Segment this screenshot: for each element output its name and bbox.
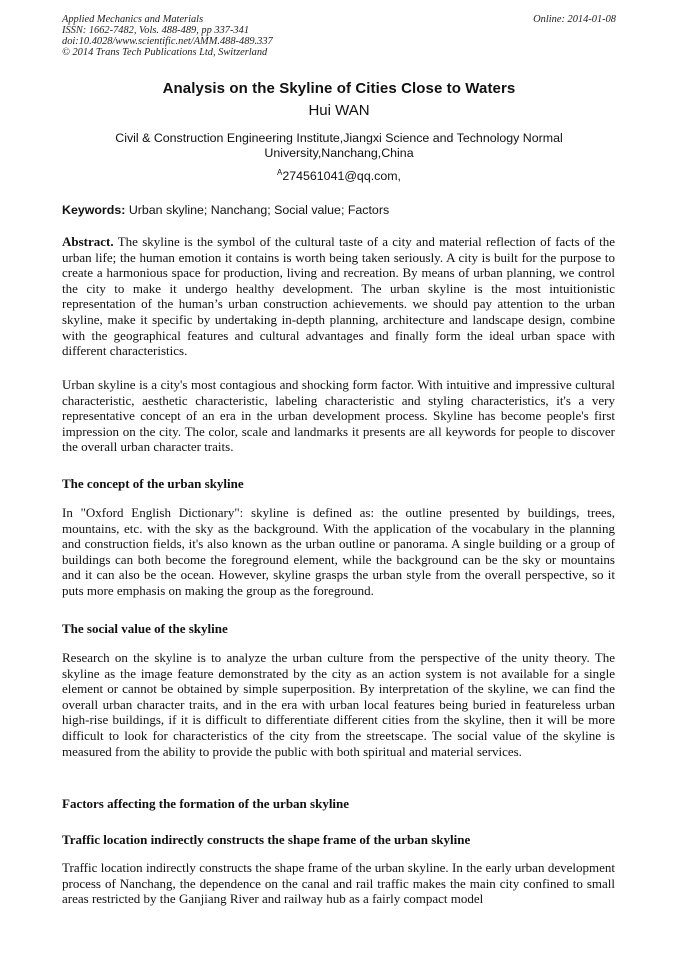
- intro-paragraph: Urban skyline is a city's most contagious and shocking form factor. With intuitive and impressive cultural characteristic, aesthetic characteristic, labeling characteristic and styling characteristics, it's a very representative concept of an era in the urban development process. Skyline has become people's first impression on the city. The color, scale and landmarks it presents are all keywords for people to discover the overall urban character traits.: [62, 377, 615, 455]
- abstract-label: Abstract.: [62, 234, 114, 249]
- keywords-text: Urban skyline; Nanchang; Social value; Factors: [128, 203, 390, 217]
- online-date: Online: 2014-01-08: [533, 14, 616, 25]
- subsection-heading-traffic: Traffic location indirectly constructs the shape frame of the urban skyline: [62, 832, 471, 847]
- paper-title: Analysis on the Skyline of Cities Close to Waters: [162, 80, 516, 97]
- author-email: [0, 168, 678, 183]
- section-social-value-paragraph: Research on the skyline is to analyze the urban culture from the perspective of the unity theory. The skyline as the image feature demonstrated by the city as an action system is not available for a single element or cannot be obtained by simple superposition. By interpretation of the skyline, we can find the overall urban character traits, and in the era with urban local features being buried in featureless urban high-rise buildings, if it is difficult to differentiate different cities from the skyline, then it will be more difficult to look for characteristics of the city from the streetscape. The social value of the skyline is measured from the ability to provide the public with both spiritual and material services.: [62, 650, 615, 759]
- keywords: [62, 203, 616, 217]
- journal-name: Applied Mechanics and Materials: [62, 14, 204, 25]
- abstract-text: The skyline is the symbol of the cultural taste of a city and material reflection of facts of the urban life; the human emotion it contains is worth being taken seriously. A city is built for the purpose to create a harmonious space for production, living and recreation. By means of urban planning, we control the city to make it undergo healthy development. The urban skyline is the most intuitionistic representation of the human’s urban construction achievements. we should pay attention to the urban skyline, make it specific by undertaking in-depth planning, architecture and landscape design, combine with the geographical features and cultural advantages and finally form the ideal urban space with different characteristics.: [62, 234, 616, 359]
- author-name: Hui WAN: [308, 102, 370, 119]
- running-header: [62, 14, 616, 58]
- email-marker: A: [276, 168, 283, 177]
- issn-line: ISSN: 1662-7482, Vols. 488-489, pp 337-341: [62, 25, 250, 36]
- doi-line[interactable]: doi:10.4028/www.scientific.net/AMM.488-489.337: [62, 36, 273, 47]
- subsection-traffic-paragraph: Traffic location indirectly constructs the shape frame of the urban skyline. In the early urban development process of Nanchang, the dependence on the canal and rail traffic makes the main city confined to small areas restricted by the Ganjiang River and railway hub as a fairly compact model: [62, 860, 615, 907]
- section-heading-factors: Factors affecting the formation of the urban skyline: [62, 796, 350, 811]
- section-heading-concept: The concept of the urban skyline: [62, 476, 244, 491]
- keywords-label: Keywords:: [62, 203, 126, 217]
- abstract-paragraph: [62, 234, 615, 359]
- section-concept-paragraph: In "Oxford English Dictionary": skyline is defined as: the outline presented by buildings, trees, mountains, etc. with the sky as the background. With the application of the vocabulary in the planning and construction fields, it's also known as the urban outline or panorama. A single building or a group of buildings can both become the foreground element, while the background can be the sky or mountains and it can also be the ocean. However, skyline grasps the urban style from the overall perspective, so it puts more emphasis on making the group as the foreground.: [62, 505, 615, 598]
- section-heading-social-value: The social value of the skyline: [62, 621, 228, 636]
- author-affiliation: Civil & Construction Engineering Institute,Jiangxi Science and Technology Normal University,Nanchang,China: [115, 131, 563, 160]
- copyright-line: © 2014 Trans Tech Publications Ltd, Switzerland: [62, 47, 268, 58]
- email-address[interactable]: 274561041@qq.com,: [282, 169, 402, 183]
